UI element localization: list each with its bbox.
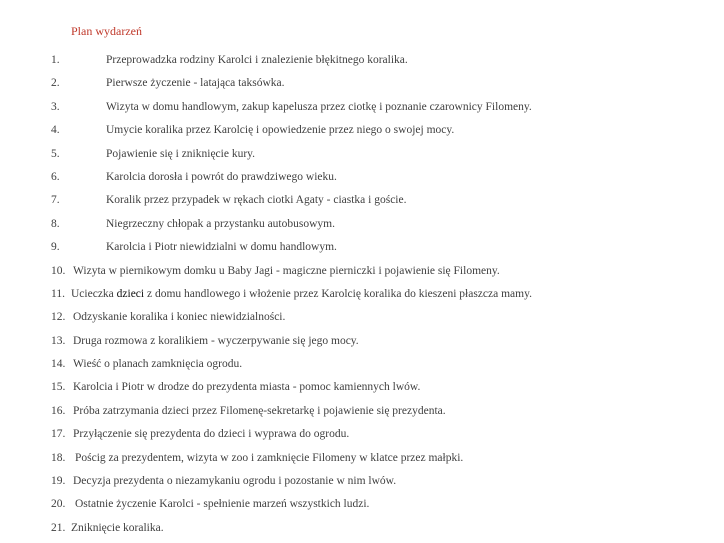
item-text: Wizyta w piernikowym domku u Baby Jagi - magiczne pierniczki i pojawienie się Filomeny.	[73, 264, 500, 277]
item-number: 20.	[51, 498, 66, 511]
item-text: Pierwsze życzenie - latająca taksówka.	[106, 77, 285, 90]
list-item	[0, 379, 724, 402]
item-number: 15.	[51, 381, 66, 394]
item-text-after: z domu handlowego i włożenie przez Karolcię koralika do kieszeni płaszcza mamy.	[144, 287, 532, 300]
item-number: 10.	[51, 264, 66, 277]
list-item	[0, 192, 724, 215]
item-number: 12.	[51, 311, 66, 324]
list-item	[0, 52, 724, 75]
list-item	[0, 146, 724, 169]
item-text: Przeprowadzka rodziny Karolci i znalezienie błękitnego koralika.	[106, 54, 408, 66]
list-item	[0, 75, 724, 98]
item-text: Karolcia i Piotr niewidzialni w domu handlowym.	[106, 241, 337, 254]
item-number: 4.	[51, 124, 60, 137]
item-number: 14.	[51, 358, 66, 371]
list-item	[0, 286, 724, 309]
item-text: Wizyta w domu handlowym, zakup kapelusza przez ciotkę i poznanie czarownicy Filomeny.	[106, 100, 532, 113]
item-text: Koralik przez przypadek w rękach ciotki Agaty - ciastka i goście.	[106, 194, 407, 207]
item-number: 1.	[51, 54, 60, 66]
item-text: Przyłączenie się prezydenta do dzieci i wyprawa do ogrodu.	[73, 428, 350, 441]
item-number: 16.	[51, 404, 66, 417]
item-text: Ostatnie życzenie Karolci - spełnienie marzeń wszystkich ludzi.	[75, 498, 370, 511]
list-item	[0, 309, 724, 332]
list-item	[0, 356, 724, 379]
item-text: Wieść o planach zamknięcia ogrodu.	[73, 358, 243, 371]
list-item	[0, 122, 724, 145]
item-number: 7.	[51, 194, 60, 207]
item-number: 11.	[51, 287, 65, 300]
item-text: Pościg za prezydentem, wizyta w zoo i zamknięcie Filomeny w klatce przez małpki.	[75, 451, 464, 464]
item-text: Umycie koralika przez Karolcię i opowiedzenie przez niego o swojej mocy.	[106, 124, 455, 137]
item-text: Karolcia dorosła i powrót do prawdziwego wieku.	[106, 170, 337, 183]
list-item	[0, 99, 724, 122]
list-item	[0, 263, 724, 286]
item-number: 2.	[51, 77, 60, 90]
item-text: Niegrzeczny chłopak a przystanku autobusowym.	[106, 217, 335, 230]
item-number: 13.	[51, 334, 66, 347]
list-item	[0, 239, 724, 262]
item-text-highlight: dzieci	[116, 287, 145, 300]
item-number: 21.	[51, 521, 66, 534]
item-text: Odzyskanie koralika i koniec niewidzialności.	[73, 311, 286, 324]
item-number: 18.	[51, 451, 66, 464]
list-item	[0, 216, 724, 239]
list-item	[0, 473, 724, 496]
list-item	[0, 169, 724, 192]
list-item	[0, 450, 724, 473]
item-number: 17.	[51, 428, 66, 441]
page-title: Plan wydarzeń	[71, 24, 142, 38]
item-number: 8.	[51, 217, 60, 230]
item-number: 6.	[51, 170, 60, 183]
list-item	[0, 496, 724, 519]
item-number: 5.	[51, 147, 60, 160]
list-item	[0, 403, 724, 426]
item-text: Próba zatrzymania dzieci przez Filomenę-sekretarkę i pojawienie się prezydenta.	[73, 404, 446, 417]
item-text: Druga rozmowa z koralikiem - wyczerpywanie się jego mocy.	[73, 334, 359, 347]
item-number: 9.	[51, 241, 60, 254]
list-item	[0, 333, 724, 356]
item-number: 19.	[51, 475, 66, 488]
item-text: Zniknięcie koralika.	[71, 521, 164, 534]
item-number: 3.	[51, 100, 60, 113]
item-text: Decyzja prezydenta o niezamykaniu ogrodu i pozostanie w nim lwów.	[73, 475, 397, 488]
event-plan-list	[0, 52, 724, 543]
item-text: Karolcia i Piotr w drodze do prezydenta miasta - pomoc kamiennych lwów.	[73, 381, 421, 394]
list-item	[0, 426, 724, 449]
item-text-before: Ucieczka	[71, 287, 117, 300]
item-text: Pojawienie się i zniknięcie kury.	[106, 147, 256, 160]
list-item	[0, 520, 724, 543]
item-text	[71, 286, 532, 302]
